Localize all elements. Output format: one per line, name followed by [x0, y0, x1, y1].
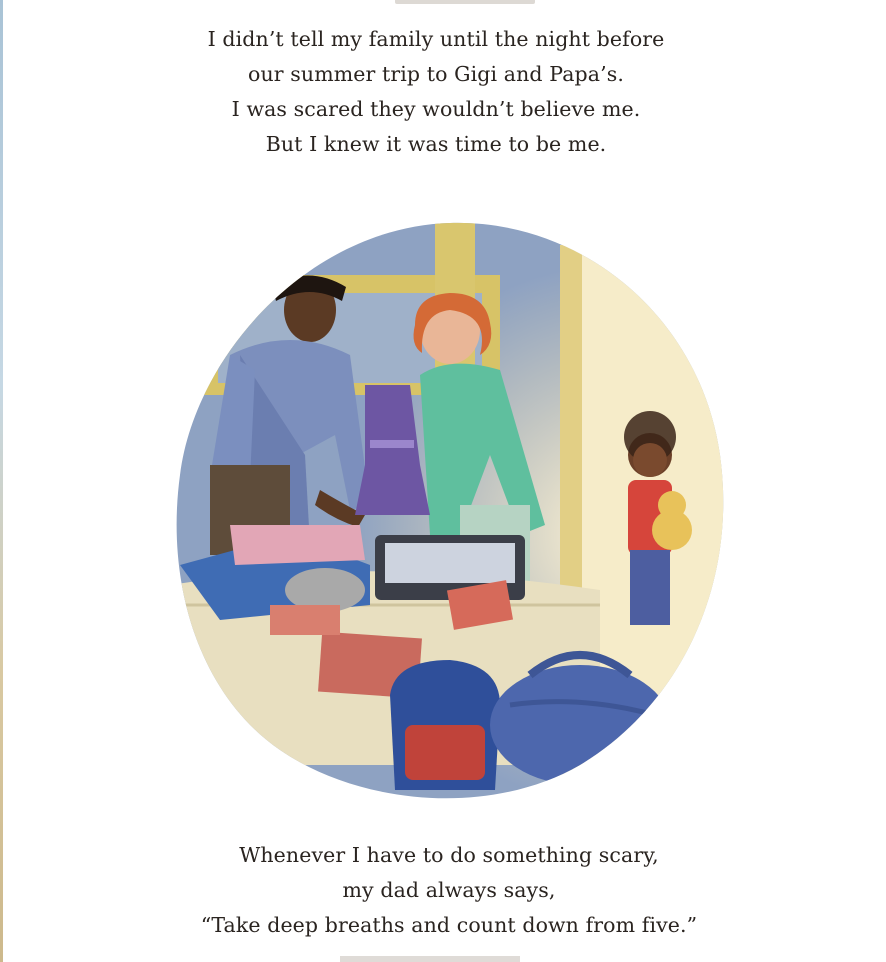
story-line: Whenever I have to do something scary,	[239, 843, 659, 867]
family-packing-illustration	[160, 205, 740, 805]
story-line: “Take deep breaths and count down from five.”	[200, 913, 698, 937]
story-text-bottom	[6, 838, 886, 943]
story-line: our summer trip to Gigi and Papa’s.	[248, 62, 624, 86]
cropped-text-top	[395, 0, 535, 4]
story-line: But I knew it was time to be me.	[265, 132, 607, 156]
cropped-text-bottom	[340, 956, 520, 962]
story-line: I was scared they wouldn’t believe me.	[231, 97, 641, 121]
story-line: I didn’t tell my family until the night before	[207, 27, 665, 51]
story-text-top	[0, 22, 879, 162]
story-line: my dad always says,	[342, 878, 556, 902]
